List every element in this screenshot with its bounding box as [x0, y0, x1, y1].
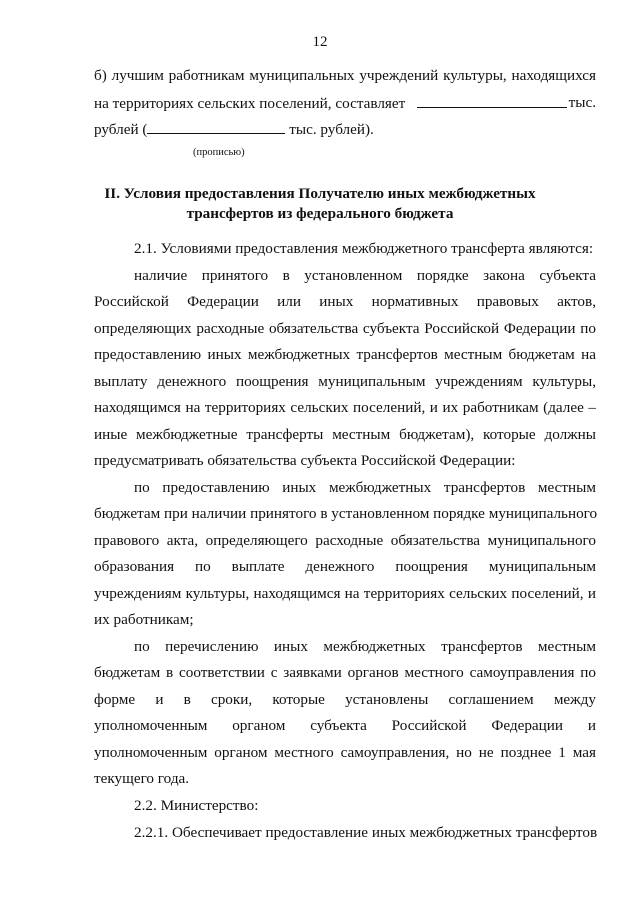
body-line: бюджетам в соответствии с заявками органов местного самоуправления по: [94, 664, 596, 681]
body-line: по перечислению иных межбюджетных трансфертов местным: [134, 638, 596, 655]
body-line: текущего года.: [94, 770, 190, 787]
body-line: бюджетам при наличии принятого в установленном порядке муниципального: [94, 505, 598, 522]
body-line: правового акта, определяющего расходные обязательства муниципального: [94, 532, 596, 549]
body-line: 2.2. Министерство:: [134, 797, 259, 814]
body-line: 2.1. Условиями предоставления межбюджетного трансферта являются:: [134, 240, 594, 257]
intro-line-3: [94, 119, 596, 140]
body-line: их работникам;: [94, 611, 194, 628]
intro-line-2-unit: тыс.: [568, 94, 596, 111]
body-line: иные межбюджетные трансферты местным бюджетам), которые должны: [94, 426, 596, 443]
body-line: по предоставлению иных межбюджетных трансфертов местным: [134, 479, 596, 496]
intro-line-2-text: на территориях сельских поселений, составляет: [94, 95, 406, 112]
body-line: уполномоченным органом местного самоуправления, но не позднее 1 мая: [94, 744, 596, 761]
body-line: определяющих расходные обязательства субъекта Российской Федерации по: [94, 320, 596, 337]
body-line: предусматривать обязательства субъекта Российской Федерации:: [94, 452, 516, 469]
intro-line-1: б) лучшим работникам муниципальных учреждений культуры, находящихся: [94, 67, 596, 84]
intro-line-3-suffix: тыс. рублей).: [289, 121, 374, 138]
section-heading-line-2: трансфертов из федерального бюджета: [186, 205, 454, 222]
intro-line-3-prefix: рублей (: [94, 121, 148, 138]
body-line: Российской Федерации или иных нормативных правовых актов,: [94, 293, 596, 310]
body-line: образования по выплате денежного поощрения муниципальным: [94, 558, 596, 575]
amount-words-blank: [147, 119, 285, 134]
body-line: учреждениям культуры, находящимся на территориях сельских поселений, и: [94, 585, 596, 602]
intro-line-2: [94, 93, 596, 114]
words-hint: (прописью): [193, 147, 245, 158]
body-line: наличие принятого в установленном порядке закона субъекта: [134, 267, 596, 284]
section-heading-line-1: II. Условия предоставления Получателю иных межбюджетных: [104, 185, 536, 202]
body-line: предоставлению иных межбюджетных трансфертов местным бюджетам на: [94, 346, 596, 363]
page-number: 12: [312, 34, 328, 50]
body-line: 2.2.1. Обеспечивает предоставление иных межбюджетных трансфертов: [134, 824, 598, 841]
body-line: выплату денежного поощрения муниципальным учреждениям культуры,: [94, 373, 596, 390]
body-line: форме и в сроки, которые установлены соглашением между: [94, 691, 596, 708]
body-line: находящимся на территориях сельских поселений, и их работникам (далее –: [94, 399, 596, 416]
amount-blank: [417, 93, 567, 108]
body-line: уполномоченным органом субъекта Российской Федерации и: [94, 717, 596, 734]
